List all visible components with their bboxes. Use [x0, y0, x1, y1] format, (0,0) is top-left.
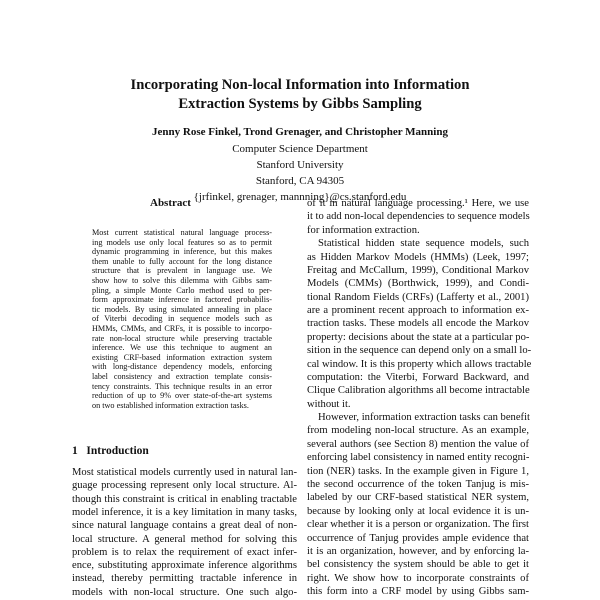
text-line: as Hidden Markov Models (HMMs) (Leek, 1997; — [307, 251, 529, 263]
affiliation-department: Computer Science Department — [232, 143, 368, 155]
text-line: bel consistency the system should be able to get it — [307, 559, 529, 571]
text-line: of Viterbi decoding in sequence models such as — [92, 314, 272, 324]
text-line: Clique Calibration algorithms all become intractable — [307, 385, 530, 397]
text-line: reduction of up to 9% over state-of-the-art systems — [92, 391, 272, 401]
text-line: them unable to fully account for the long distance — [92, 256, 272, 266]
text-line: problem is to relax the requirement of exact infer- — [72, 546, 297, 558]
text-line: existing CRF-based information extraction system — [92, 352, 272, 362]
text-line: Most current statistical natural language process- — [92, 228, 272, 237]
text-line: it to add non-local dependencies to sequence models — [307, 211, 530, 223]
text-line: Most statistical models currently used in natural lan- — [72, 467, 297, 478]
text-line: tic models. By using simulated annealing in place — [92, 304, 272, 314]
text-line: cal window. It is this property which allows tractable — [307, 358, 532, 370]
text-line: However, information extraction tasks can benefit — [318, 412, 530, 424]
text-line: though this constraint is critical in enabling tractable — [72, 493, 297, 505]
text-line: instead, thereby permitting tractable inference in — [72, 573, 297, 585]
text-line: it is an organization, however, and by enforcing la- — [307, 545, 529, 557]
text-line: occurrence of Tanjug provides ample evidence that — [307, 532, 529, 544]
text-line: Models (CMMs) (Borthwick, 1999), and Condi- — [307, 278, 529, 290]
text-line: Freitag and McCallum, 1999), Conditional Markov — [307, 264, 529, 276]
text-line: right. We show how to incorporate constraints of — [307, 572, 529, 584]
text-line: ing models use only local features so as to permit — [92, 237, 272, 247]
text-line: from modeling non-local structure. As an example, — [307, 425, 529, 437]
affiliation-university: Stanford University — [256, 159, 344, 171]
text-line: the second occurrence of the token Tanjug is mis- — [307, 478, 529, 490]
text-line: labeled by our CRF-based statistical NER system, — [307, 492, 529, 504]
paper-title-line-1: Incorporating Non-local Information into Information — [130, 77, 470, 93]
text-line: model inference, it is a key limitation in many tasks, — [72, 506, 297, 518]
paper-title-line-2: Extraction Systems by Gibbs Sampling — [178, 96, 422, 112]
text-line: tency constraints. This technique results in an error — [92, 381, 272, 391]
affiliation-address: Stanford, CA 94305 — [255, 175, 345, 187]
affiliation-email: {jrfinkel, grenager, mannning}@cs.stanford.edu — [193, 191, 407, 203]
text-line: tional Random Fields (CRFs) (Lafferty et al., 2001) — [307, 291, 529, 303]
text-line: local structure. A general method for solving this — [72, 533, 297, 545]
text-line: for information extraction. — [307, 224, 420, 236]
text-line: with long-distance dependency models, enforcing — [92, 362, 272, 372]
text-line: computation: the Viterbi, Forward Backward, and — [307, 371, 529, 383]
text-line: HMMs, CMMs, and CRFs, it is possible to incorpo- — [92, 324, 272, 333]
authors: Jenny Rose Finkel, Trond Grenager, and Christopher Manning — [152, 126, 448, 138]
text-line: several authors (see Section 8) mention the value of — [307, 438, 529, 450]
text-line: property: decisions about the state at a particular po- — [307, 331, 530, 343]
text-line: inference. We use this technique to augment an — [92, 343, 272, 353]
text-line: sition in the sequence can depend only on a small lo- — [307, 345, 532, 357]
text-line: this form into a CRF model by using Gibbs sam- — [307, 586, 529, 598]
text-line: since natural language contains a great deal of non- — [72, 520, 297, 532]
text-line: show how to solve this dilemma with Gibbs sam- — [92, 276, 272, 285]
text-line: on two established information extraction tasks. — [92, 400, 249, 410]
text-line: because by looking only at local evidence it is un- — [307, 505, 529, 517]
text-line: form approximate inference in factored probabilis- — [92, 295, 272, 305]
text-line: of it in natural language processing.¹ Here, we use — [307, 198, 529, 209]
text-line: traction tasks. These models all encode the Markov — [307, 318, 529, 330]
text-line: enforcing label consistency in named entity recogni- — [307, 452, 530, 464]
text-line: rate non-local structure while preserving tractable — [92, 333, 272, 343]
text-line: pling, a simple Monte Carlo method used to per- — [92, 285, 272, 295]
text-line: tion (NER) tasks. In the example given in Figure 1, — [307, 465, 529, 477]
text-line: are a prominent recent approach to information ex- — [307, 305, 529, 317]
text-line: label consistency and extraction template consis- — [92, 372, 272, 381]
text-line: dynamic programming in inference, but this makes — [92, 247, 272, 257]
text-line: structure that is prevalent in language use. We — [92, 266, 272, 276]
text-line: clear whether it is a person or organization. The first — [307, 519, 530, 531]
section-heading-introduction: 1 Introduction — [72, 445, 149, 457]
text-line: without it. — [307, 398, 351, 410]
text-line: Statistical hidden state sequence models, such — [318, 238, 529, 250]
text-line: ence, substituting approximate inference algorithms — [72, 560, 297, 572]
abstract-heading: Abstract — [150, 197, 191, 209]
text-line: guage processing represent only local structure. Al- — [72, 480, 297, 492]
text-line: models with non-local structure. One such algo- — [72, 586, 297, 598]
